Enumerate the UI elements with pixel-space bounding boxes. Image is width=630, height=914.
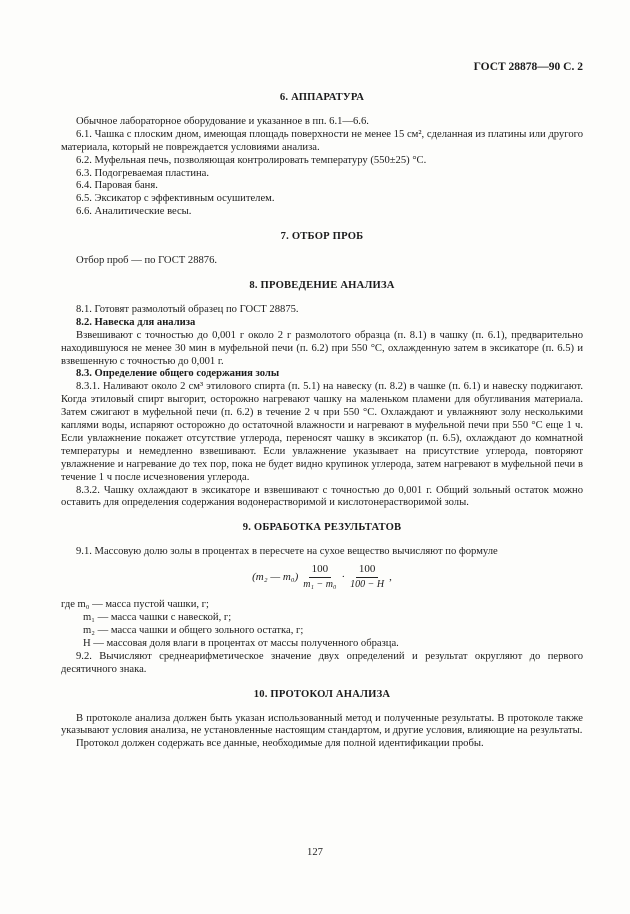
sec8-h82: 8.2. Навеска для анализа [76, 316, 196, 328]
legend-m1: m₁ — масса чашки с навеской, г; [83, 612, 232, 624]
legend-m2: m₂ — масса чашки и общего зольного остатка, г; [83, 625, 304, 636]
section-heading-9: 9. ОБРАБОТКА РЕЗУЛЬТАТОВ [242, 522, 402, 534]
formula-num-2: 100 [356, 563, 379, 578]
sec6-item-1: 6.1. Чашка с плоским дном, имеющая площадь поверхности не менее 15 см², сделанная из платины или другого материала, который не повреждается условиями анализа. [61, 128, 583, 153]
sec8-h83: 8.3. Определение общего содержания золы [76, 368, 280, 380]
sec10-p1: В протоколе анализа должен быть указан использованный метод и полученные результаты. В протоколе также указывают условия анализа, не установленные настоящим стандартом, и другие условия, влияющие на результаты. [61, 712, 583, 737]
sec6-item-2: 6.2. Муфельная печь, позволяющая контролировать температуру (550±25) °С. [76, 154, 427, 166]
section-heading-6: 6. АППАРАТУРА [279, 92, 365, 103]
sec9-p92: 9.2. Вычисляют среднеарифметическое значение двух определений и результат округляют до первого десятичного знака. [61, 650, 583, 675]
legend-m0: где m₀ — масса пустой чашки, г; [61, 599, 209, 611]
sec8-p82: Взвешивают с точностью до 0,001 г около 2 г размолотого образца (п. 8.1) в чашку (п. 6.1), предварительно находившуюся не менее 30 мин в муфельной печи (п. 6.2) при 550 °С, охлажденную затем в эксикаторе (п. 6.5) и взвешенную с точностью до 0,001 г. [61, 329, 583, 367]
formula-den-1: m₁ − m₀ [303, 579, 337, 591]
sec9-p91: 9.1. Массовую долю золы в процентах в пересчете на сухое вещество вычисляют по формуле [76, 546, 498, 558]
document-body [61, 92, 583, 751]
formula-tail: , [389, 571, 392, 584]
sec6-item-3: 6.3. Подогреваемая пластина. [76, 167, 210, 179]
section-heading-8: 8. ПРОВЕДЕНИЕ АНАЛИЗА [249, 279, 395, 291]
ash-formula [61, 563, 583, 595]
formula-legend [61, 599, 583, 651]
sec7-text: Отбор проб — по ГОСТ 28876. [76, 255, 218, 267]
formula-den-2: 100 − H [350, 579, 385, 591]
legend-h: H — массовая доля влаги в процентах от массы полученного образца. [83, 637, 399, 649]
section-heading-10: 10. ПРОТОКОЛ АНАЛИЗА [253, 688, 391, 700]
running-head: ГОСТ 28878—90 С. 2 [473, 61, 583, 73]
formula-dot: · [341, 571, 346, 584]
section-heading-7: 7. ОТБОР ПРОБ [280, 231, 364, 243]
formula-num-1: 100 [309, 563, 332, 578]
sec8-p81: 8.1. Готовят размолотый образец по ГОСТ 28875. [76, 303, 299, 315]
formula-fraction-2 [350, 563, 384, 592]
sec6-item-6: 6.6. Аналитические весы. [76, 206, 192, 218]
formula-fraction-1 [303, 563, 336, 592]
page-number: 127 [307, 847, 323, 858]
sec6-intro: Обычное лабораторное оборудование и указанное в пп. 6.1—6.6. [76, 115, 369, 127]
sec10-p2: Протокол должен содержать все данные, необходимые для полной идентификации пробы. [76, 738, 484, 750]
sec6-item-5: 6.5. Эксикатор с эффективным осушителем. [76, 193, 275, 205]
sec8-p832: 8.3.2. Чашку охлаждают в эксикаторе и взвешивают с точностью до 0,001 г. Общий зольный остаток можно оставить для определения содержания водонерастворимой и кислотонерастворимой золы. [61, 484, 583, 509]
sec8-p831: 8.3.1. Наливают около 2 см³ этилового спирта (п. 5.1) на навеску (п. 8.2) в чашке (п. 6.1) и навеску поджигают. Когда этиловый спирт выгорит, осторожно нагревают чашку на маленьком пламени для обугливания материала. Затем сжигают в муфельной печи (п. 6.2) в течение 2 ч при 550 °С. Охлаждают и увлажняют золу несколькими каплями воды, испаряют осторожно до остаточной влажности и нагревают в муфельной печи при 550 °С еще 1 ч. Если увлажнение покажет отсутствие углерода, переносят чашку в эксикатор (п. 6.5), охлаждают до комнатной температуры и немедленно взвешивают. Если увлажнение указывает на присутствие углерода, повторяют увлажнение и нагревание до тех пор, пока не будет видно крупинок углерода, затем нагревают в муфельной печи в течение 1 ч после исчезновения углерода. [61, 381, 583, 483]
formula-left: (m₂ — m₀) [252, 571, 299, 584]
sec6-item-4: 6.4. Паровая баня. [76, 180, 158, 192]
